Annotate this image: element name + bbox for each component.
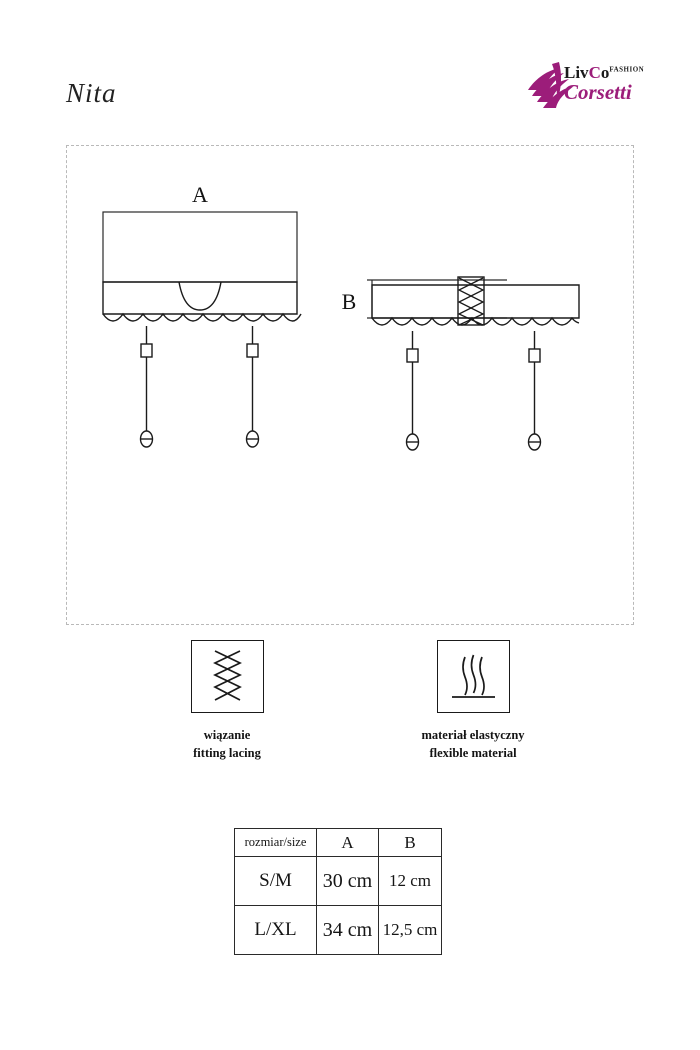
table-row	[235, 906, 442, 955]
legend	[0, 640, 700, 762]
brand-logo	[526, 60, 656, 116]
elastic-material-icon-box	[437, 640, 510, 713]
table-header-row	[235, 829, 442, 857]
lacing-icon-box	[191, 640, 264, 713]
table-cell-a: 34 cm	[317, 906, 379, 955]
page-title: Nita	[66, 78, 117, 108]
garter-belt-back-view	[367, 277, 579, 325]
logo-line2: Corsetti	[564, 80, 632, 104]
legend-item-lacing	[152, 640, 302, 762]
logo-line1-pre: Liv	[564, 63, 589, 82]
legend-caption-lacing-pl: wiązanie	[203, 728, 251, 742]
legend-item-flexible-material	[398, 640, 548, 762]
garter-belt-front-view	[103, 212, 301, 321]
elastic-material-icon	[438, 641, 509, 712]
table-header-size: rozmiar/size	[235, 829, 317, 857]
garter-straps-front	[140, 326, 259, 447]
legend-caption-flexible-material	[398, 726, 548, 762]
legend-caption-lacing-en: fitting lacing	[193, 746, 261, 761]
measure-label-b: B	[341, 289, 357, 314]
table-cell-b: 12 cm	[379, 857, 442, 906]
table-cell-size: L/XL	[235, 906, 317, 955]
size-table	[234, 828, 442, 955]
table-cell-a: 30 cm	[317, 857, 379, 906]
garter-straps-back	[406, 331, 541, 450]
logo-line1-mark: C	[588, 63, 601, 82]
lacing-icon	[192, 641, 263, 712]
legend-caption-flexible-pl: materiał elastyczny	[421, 728, 525, 742]
table-cell-size: S/M	[235, 857, 317, 906]
table-header-b: B	[379, 829, 442, 857]
logo-superscript: FASHION	[609, 65, 645, 74]
technical-drawing-frame	[66, 145, 634, 625]
table-row	[235, 857, 442, 906]
technical-drawing	[67, 146, 633, 624]
legend-caption-lacing	[152, 726, 302, 762]
table-cell-b: 12,5 cm	[379, 906, 442, 955]
table-header-a: A	[317, 829, 379, 857]
legend-caption-flexible-en: flexible material	[429, 746, 517, 761]
measure-label-a: A	[192, 182, 208, 207]
logo-line1-post: o	[600, 63, 610, 82]
